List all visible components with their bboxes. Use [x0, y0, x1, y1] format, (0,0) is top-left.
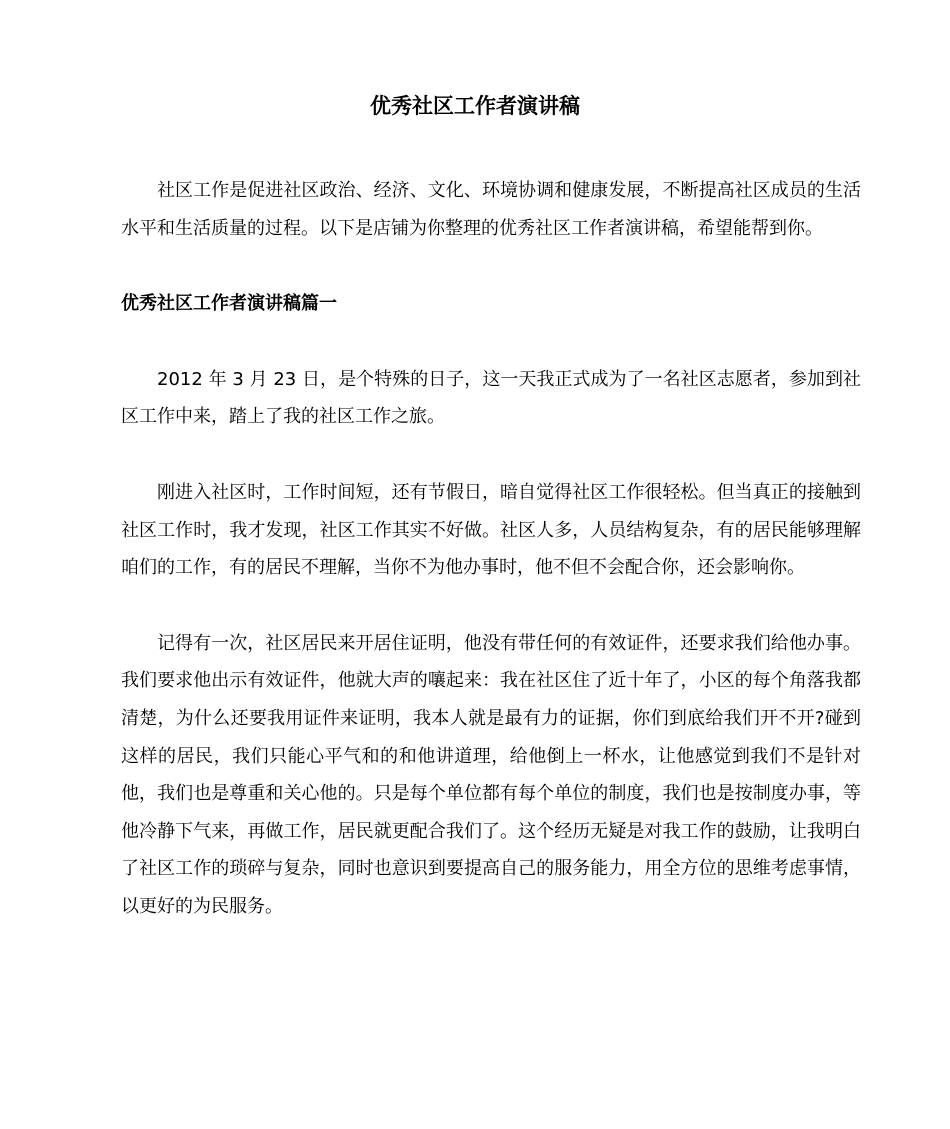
document-body: [121, 172, 861, 964]
body-paragraph-3: 记得有一次，社区居民来开居住证明，他没有带任何的有效证件，还要求我们给他办事。我们要求他出示有效证件，他就大声的嚷起来：我在社区住了近十年了，小区的每个角落我都清楚，为什么还要我用证件来证明，我本人就是最有力的证据，你们到底给我们开不开?碰到这样的居民，我们只能心平气和的和他讲道理，给他倒上一杯水，让他感觉到我们不是针对他，我们也是尊重和关心他的。只是每个单位都有每个单位的制度，我们也是按制度办事，等他冷静下气来，再做工作，居民就更配合我们了。这个经历无疑是对我工作的鼓励，让我明白了社区工作的琐碎与复杂，同时也意识到要提高自己的服务能力，用全方位的思维考虑事情，以更好的为民服务。: [121, 632, 861, 917]
document-title: 优秀社区工作者演讲稿: [370, 94, 580, 118]
intro-paragraph: 社区工作是促进社区政治、经济、文化、环境协调和健康发展，不断提高社区成员的生活水平和生活质量的过程。以下是店铺为你整理的优秀社区工作者演讲稿，希望能帮到你。: [121, 180, 861, 239]
body-paragraph-2: 刚进入社区时，工作时间短，还有节假日，暗自觉得社区工作很轻松。但当真正的接触到社区工作时，我才发现，社区工作其实不好做。社区人多，人员结构复杂，有的居民能够理解咱们的工作，有的居民不理解，当你不为他办事时，他不但不会配合你，还会影响你。: [121, 481, 861, 579]
section-heading: 优秀社区工作者演讲稿篇一: [121, 293, 337, 315]
body-paragraph-1: 2012 年 3 月 23 日，是个特殊的日子，这一天我正式成为了一名社区志愿者，参加到社区工作中来，踏上了我的社区工作之旅。: [121, 368, 861, 428]
